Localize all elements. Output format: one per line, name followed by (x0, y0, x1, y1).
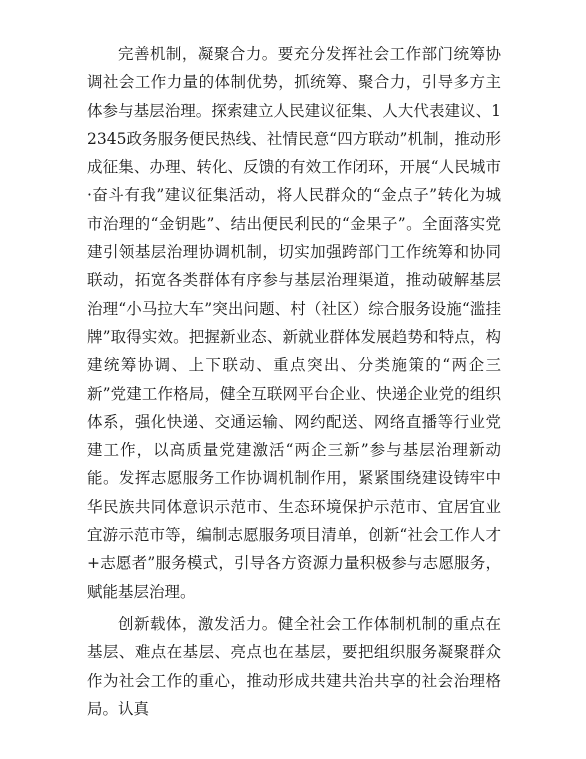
paragraph-mechanism: 完善机制，凝聚合力。要充分发挥社会工作部门统筹协调社会工作力量的体制优势，抓统筹、聚合力，引导多方主体参与基层治理。探索建立人民建议征集、人大代表建议、12345政务服务便民热线、社情民意“四方联动”机制，推动形成征集、办理、转化、反馈的有效工作闭环，开展“人民城市·奋斗有我”建议征集活动，将人民群众的“金点子”转化为城市治理的“金钥匙”、结出便民利民的“金果子”。全面落实党建引领基层治理协调机制，切实加强跨部门工作统筹和协同联动，拓宽各类群体有序参与基层治理渠道，推动破解基层治理“小马拉大车”突出问题、村（社区）综合服务设施“滥挂牌”取得实效。把握新业态、新就业群体发展趋势和特点，构建统筹协调、上下联动、重点突出、分类施策的“两企三新”党建工作格局，健全互联网平台企业、快递企业党的组织体系，强化快递、交通运输、网约配送、网络直播等行业党建工作，以高质量党建激活“两企三新”参与基层治理新动能。发挥志愿服务工作协调机制作用，紧紧围绕建设铸牢中华民族共同体意识示范市、生态环境保护示范市、宜居宜业宜游示范市等，编制志愿服务项目清单，创新“社会工作人才+志愿者”服务模式，引导各方资源力量积极参与志愿服务，赋能基层治理。 (87, 45, 501, 601)
document-page (87, 40, 501, 723)
paragraph-innovation: 创新载体，激发活力。健全社会工作体制机制的重点在基层、难点在基层、亮点也在基层，要把组织服务凝聚群众作为社会工作的重心，推动形成共建共治共享的社会治理格局。认真 (87, 614, 501, 718)
